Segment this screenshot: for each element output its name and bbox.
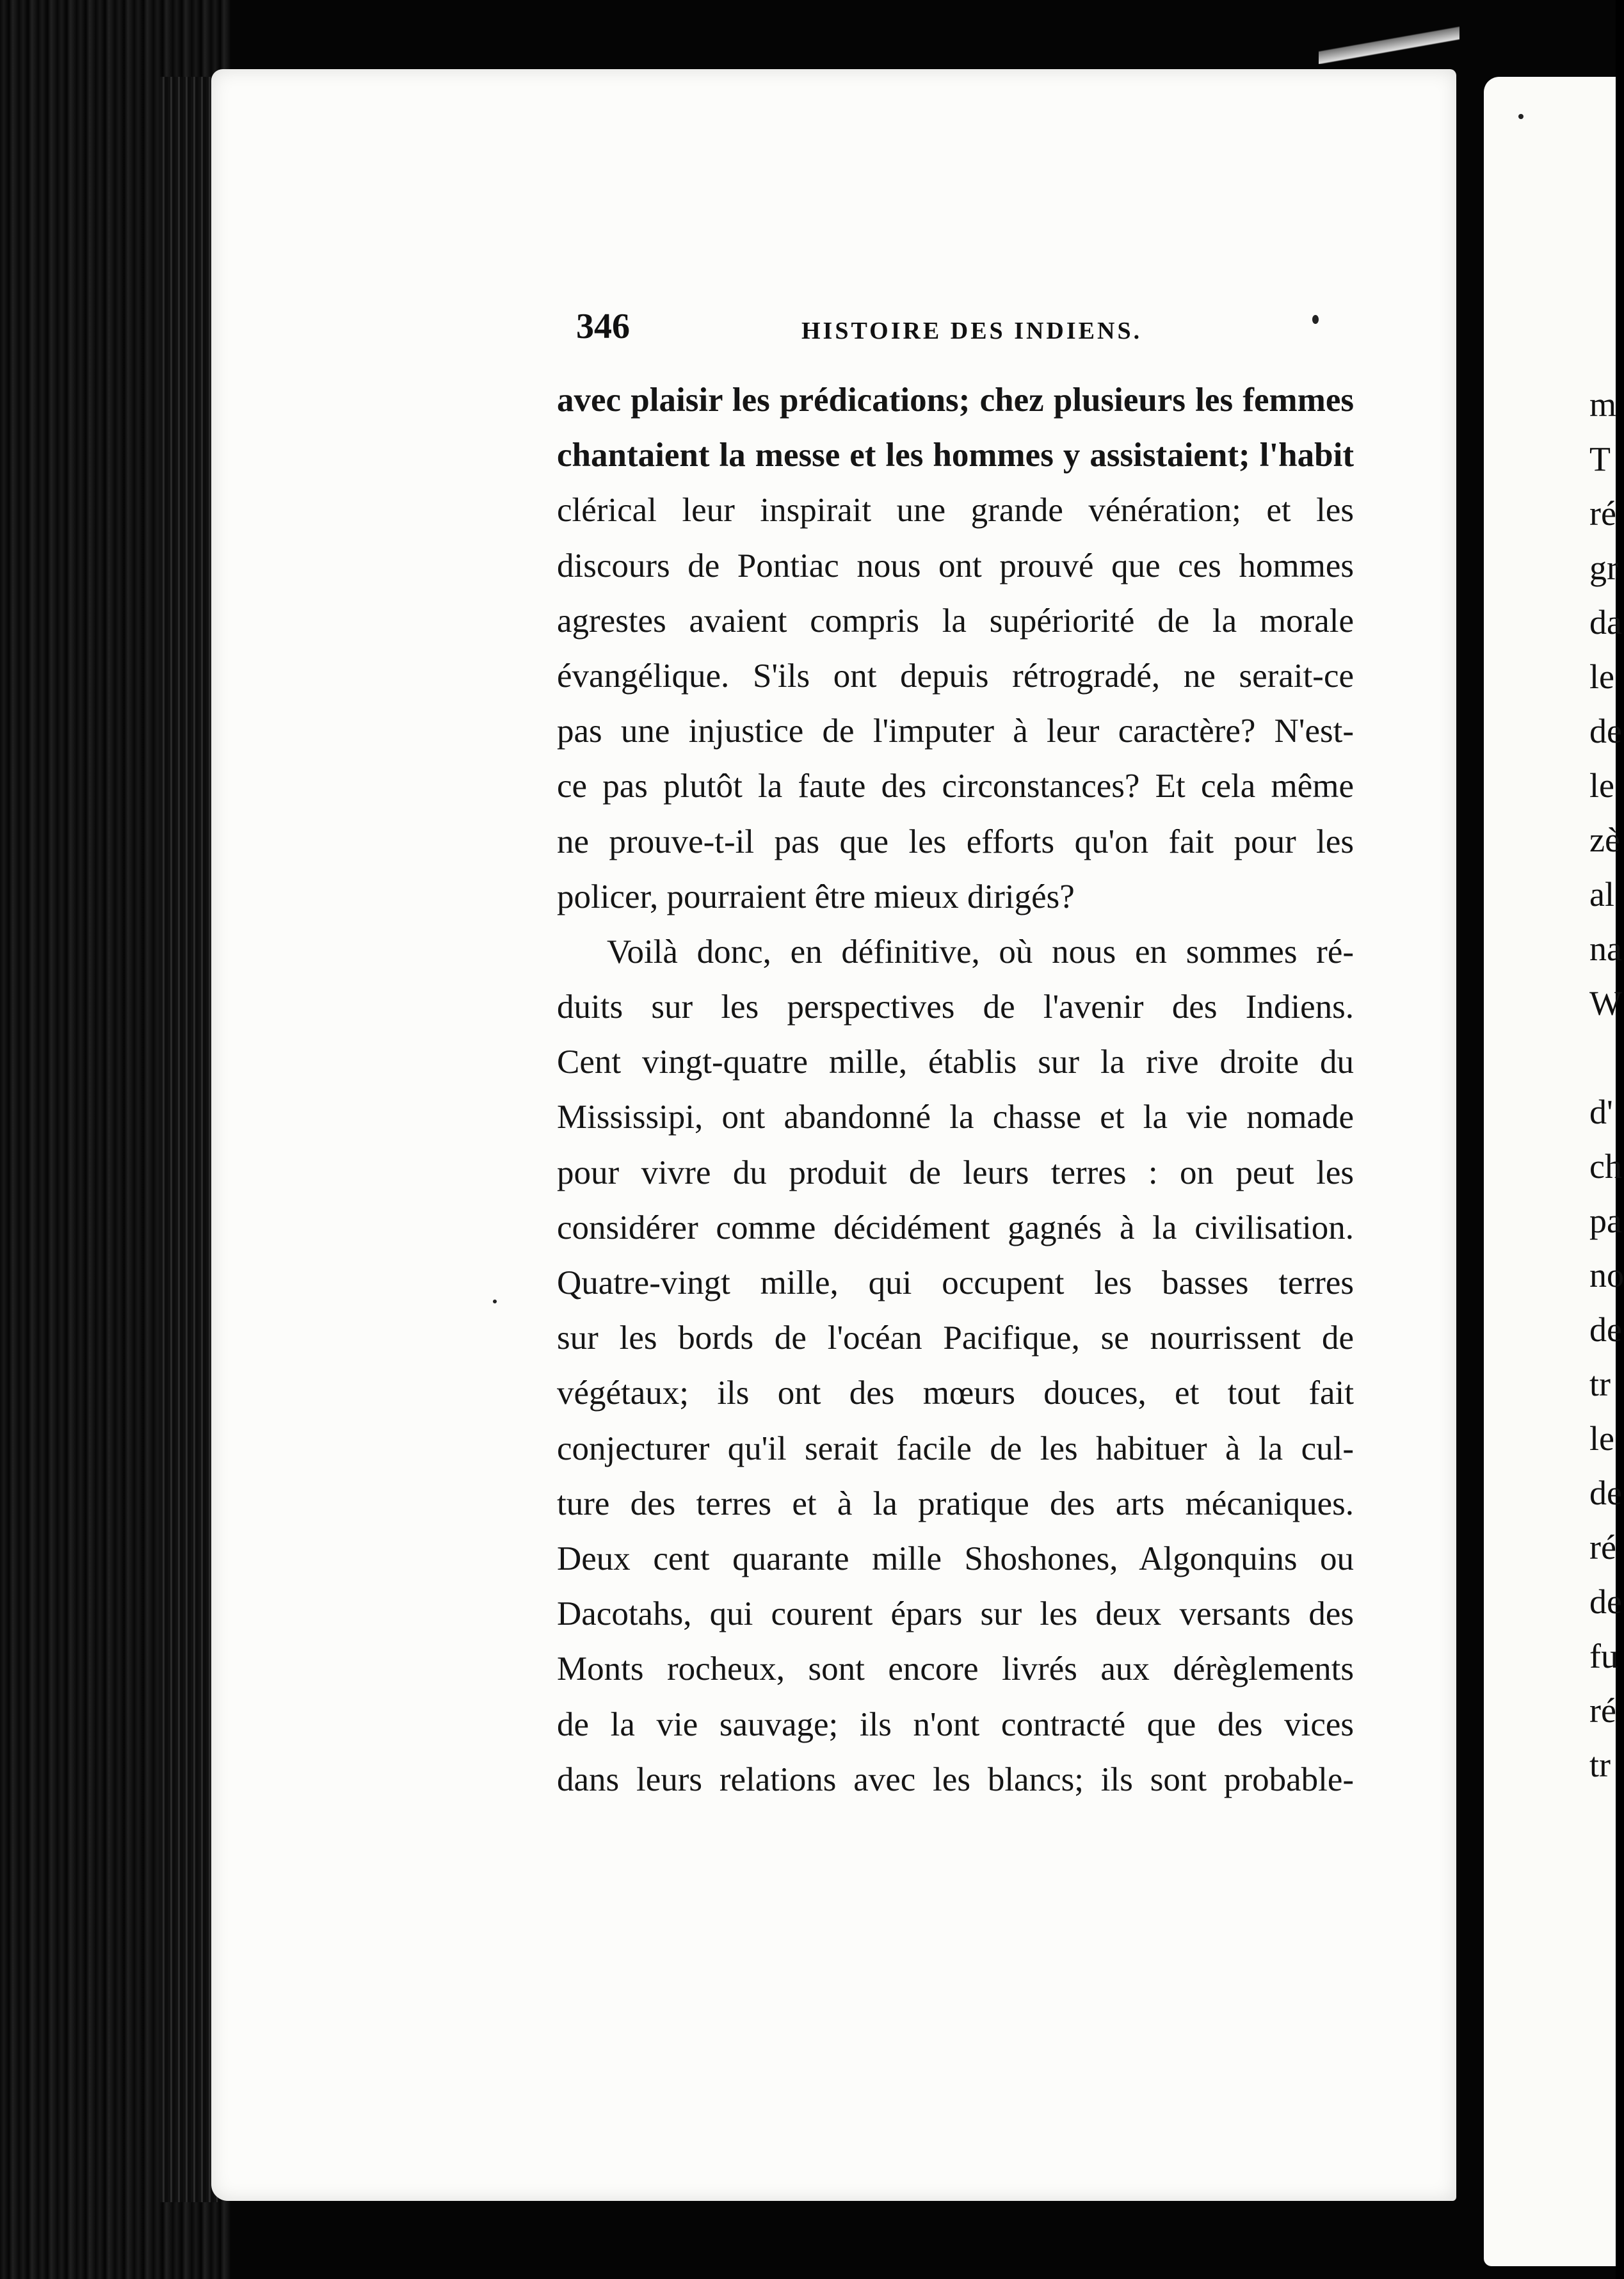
text-line: sur les bords de l'océan Pacifique, se nourrissent de — [557, 1319, 1354, 1357]
facing-page-fragment: ré — [1589, 1691, 1616, 1730]
body-text — [557, 373, 1354, 1807]
facing-page-fragment: le — [1589, 1419, 1614, 1458]
facing-page-fragment: tr — [1589, 1746, 1611, 1784]
text-line: Monts rocheux, sont encore livrés aux dérèglements — [557, 1650, 1354, 1688]
text-line: Dacotahs, qui courent épars sur les deux versants des — [557, 1595, 1354, 1633]
text-line: chantaient la messe et les hommes y assistaient; l'habit — [557, 437, 1354, 474]
facing-page-fragment: de — [1589, 1474, 1622, 1512]
facing-page-fragment: fu — [1589, 1637, 1618, 1675]
text-line: pour vivre du produit de leurs terres : on peut les — [557, 1154, 1354, 1191]
paper-tab — [1319, 26, 1459, 64]
facing-page-fragment: zè — [1589, 821, 1620, 859]
facing-page-fragment: de — [1589, 712, 1622, 750]
text-line: pas une injustice de l'imputer à leur caractère? N'est- — [557, 713, 1354, 750]
scan-speck — [1312, 315, 1319, 324]
facing-page-fragment: tr — [1589, 1365, 1611, 1403]
text-line: Voilà donc, en définitive, où nous en sommes ré- — [607, 933, 1354, 970]
facing-page-fragment: pa — [1589, 1202, 1622, 1240]
facing-page-fragment: le — [1589, 657, 1614, 696]
text-line: ture des terres et à la pratique des arts mécaniques. — [557, 1485, 1354, 1522]
facing-page-fragment: na — [1589, 930, 1622, 968]
text-line: considérer comme décidément gagnés à la civilisation. — [557, 1209, 1354, 1246]
facing-page-fragment: W — [1589, 984, 1622, 1022]
text-line: conjecturer qu'il serait facile de les habituer à la cul- — [557, 1429, 1354, 1467]
facing-page-fragment: ré — [1589, 1528, 1616, 1566]
facing-page-strip — [1484, 77, 1624, 2266]
text-line: clérical leur inspirait une grande vénération; et les — [557, 492, 1354, 529]
facing-page-fragment: ré — [1589, 494, 1616, 533]
text-line: discours de Pontiac nous ont prouvé que ces hommes — [557, 547, 1354, 584]
facing-page-fragment: de — [1589, 1310, 1622, 1349]
facing-page-fragment: da — [1589, 603, 1622, 641]
facing-page-fragment: T — [1589, 440, 1611, 478]
text-line: duits sur les perspectives de l'avenir des Indiens. — [557, 988, 1354, 1026]
text-line: végétaux; ils ont des mœurs douces, et tout fait — [557, 1374, 1354, 1412]
scan-speck — [493, 1300, 497, 1303]
text-line: Mississipi, ont abandonné la chasse et la vie nomade — [557, 1099, 1354, 1136]
text-line: de la vie sauvage; ils n'ont contracté que des vices — [557, 1705, 1354, 1743]
scan-speck — [1518, 114, 1524, 119]
page-header — [576, 309, 1363, 353]
facing-page-fragment: de — [1589, 1582, 1622, 1621]
text-line: Deux cent quarante mille Shoshones, Algonquins ou — [557, 1540, 1354, 1577]
text-line: agrestes avaient compris la supériorité de la morale — [557, 602, 1354, 640]
text-line: évangélique. S'ils ont depuis rétrogradé, ne serait-ce — [557, 657, 1354, 695]
running-head: HISTOIRE DES INDIENS. — [801, 318, 1143, 344]
facing-page-fragment: no — [1589, 1256, 1624, 1294]
facing-page-fragment: d' — [1589, 1093, 1613, 1131]
facing-page-fragment: m — [1589, 385, 1617, 424]
page-edges — [160, 77, 218, 2202]
text-line: ce pas plutôt la faute des circonstances? Et cela même — [557, 768, 1354, 805]
text-line: avec plaisir les prédications; chez plusieurs les femmes — [557, 382, 1354, 419]
text-line: policer, pourraient être mieux dirigés? — [557, 878, 1075, 915]
facing-page-fragment: ch — [1589, 1147, 1622, 1186]
facing-page-fragment: le — [1589, 766, 1614, 805]
text-line: Cent vingt-quatre mille, établis sur la rive droite du — [557, 1043, 1354, 1081]
facing-page-fragment: al — [1589, 875, 1614, 914]
text-line: Quatre-vingt mille, qui occupent les basses terres — [557, 1264, 1354, 1301]
text-line: ne prouve-t-il pas que les efforts qu'on fait pour les — [557, 823, 1354, 860]
page-number: 346 — [576, 307, 630, 346]
facing-page-fragment: gr — [1589, 549, 1618, 587]
text-line: dans leurs relations avec les blancs; ils sont probable- — [557, 1760, 1354, 1798]
